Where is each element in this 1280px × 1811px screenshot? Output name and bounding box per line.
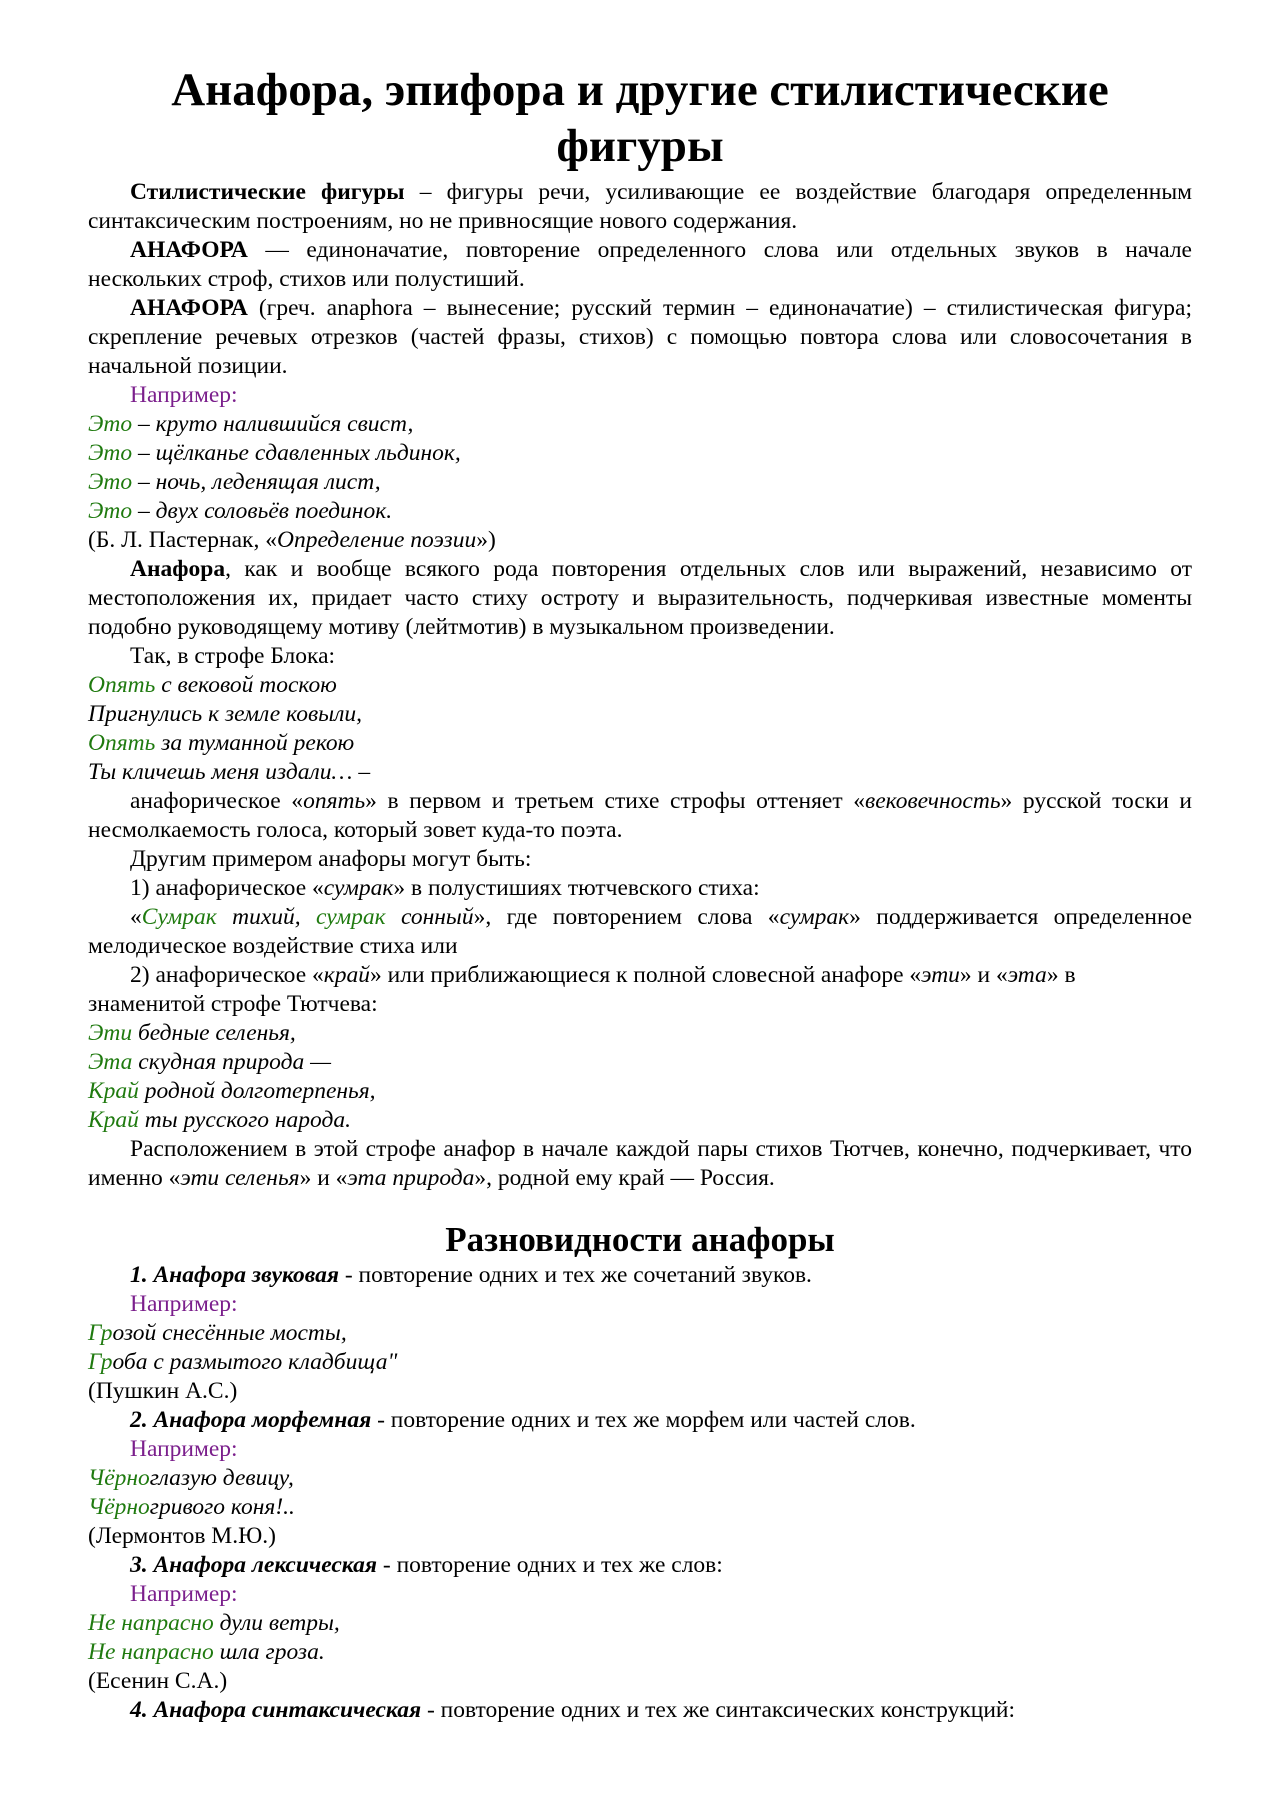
poem-line: Это – круто налившийся свист, [88,411,414,437]
type-heading: 1. Анафора звуковая - повторение одних и тех же сочетаний звуков. [130,1262,812,1288]
type-heading: 4. Анафора синтаксическая - повторение одних и тех же синтаксических конструкций: [130,1697,1016,1723]
poem-source: (Лермонтов М.Ю.) [88,1523,276,1549]
poem-line: Пригнулись к земле ковыли, [88,701,362,727]
term: АНАФОРА [130,295,248,321]
poem-line: Чёрноглазую девицу, [88,1465,294,1491]
poem-line: Опять с вековой тоскою [88,672,337,698]
poem-source: (Есенин С.А.) [88,1668,228,1694]
anaphora-paragraph: Анафора, как и вообще всякого рода повторения отдельных слов или выражений, независимо от местоположения их, придает часто стиху остроту и выразительность, подчеркивая известные моменты подобно руководящему мотиву (лейтмотив) в музыкальном произведении. [88,556,1192,640]
poem-line: Это – ночь, леденящая лист, [88,469,381,495]
definition-paragraph: АНАФОРА — единоначатие, повторение определенного слова или отдельных звуков в начале нескольких строф, стихов или полустиший. [88,237,1192,292]
type-heading: 3. Анафора лексическая - повторение одних и тех же слов: [130,1552,723,1578]
intro-paragraph: Стилистические фигуры – фигуры речи, усиливающие ее воздействие благодаря определенным синтаксическим построениям, но не привносящие нового содержания. [88,179,1192,234]
conclusion-paragraph: Расположением в этой строфе анафор в начале каждой пары стихов Тютчев, конечно, подчеркивает, что именно «эти селенья» и «эта природа», родной ему край — Россия. [88,1136,1192,1191]
definition-paragraph: АНАФОРА (греч. anaphora – вынесение; русский термин – единоначатие) – стилистическая фигура; скрепление речевых отрезков (частей фразы, стихов) с помощью повтора слова или словосочетания в начальной позиции. [88,295,1192,379]
example-label: Например: [130,1291,238,1317]
example-label: Например: [130,382,238,408]
poem-line: Край ты русского народа. [88,1107,351,1133]
poem-pasternak [88,410,1192,526]
poem-line: Ты кличешь меня издали… – [88,759,371,785]
blok-paragraph: анафорическое «опять» в первом и третьем стихе строфы оттеняет «вековечность» русской тоски и несмолкаемость голоса, который зовет куда-то поэта. [88,788,1192,843]
term: АНАФОРА [130,237,248,263]
type-heading: 2. Анафора морфемная - повторение одних и тех же морфем или частей слов. [130,1407,916,1433]
poem-line: Эта скудная природа — [88,1049,332,1075]
example-1-quote: «Сумрак тихий, сумрак сонный», где повторением слова «сумрак» поддерживается определенное мелодическое воздействие стиха или [88,904,1193,959]
poem-source: (Пушкин А.С.) [88,1378,238,1404]
poem-line: Это – щёлканье сдавленных льдинок, [88,440,461,466]
poem-blok [88,671,1192,787]
term: Стилистические фигуры [130,179,405,205]
poem-line: Эти бедные селенья, [88,1020,296,1046]
example-2: 2) анафорическое «край» или приближающиеся к полной словесной анафоре «эти» и «эта» в знаменитой строфе Тютчева: [88,962,1076,1017]
poem-line: Гроба с размытого кладбища" [88,1349,398,1375]
poem-line: Не напрасно шла гроза. [88,1639,325,1665]
other-examples: Другим примером анафоры могут быть: [130,846,532,872]
poem-source: (Б. Л. Пастернак, «Определение поэзии») [88,527,496,553]
poem-line: Чёрногривого коня!.. [88,1494,295,1520]
example-1: 1) анафорическое «сумрак» в полустишиях тютчевского стиха: [130,875,760,901]
poem-line: Опять за туманной рекою [88,730,355,756]
poem-line: Край родной долготерпенья, [88,1078,376,1104]
section-title: Разновидности анафоры [445,1220,835,1259]
example-label: Например: [130,1436,238,1462]
poem-tyutchev [88,1019,1192,1135]
blok-intro: Так, в строфе Блока: [130,643,336,669]
example-label: Например: [130,1581,238,1607]
term: Анафора [130,556,226,582]
page-title: Анафора, эпифора и другие стилистические фигуры [171,64,1109,172]
poem-line: Не напрасно дули ветры, [88,1610,340,1636]
poem-line: Это – двух соловьёв поединок. [88,498,393,524]
poem-line: Грозой снесённые мосты, [88,1320,347,1346]
